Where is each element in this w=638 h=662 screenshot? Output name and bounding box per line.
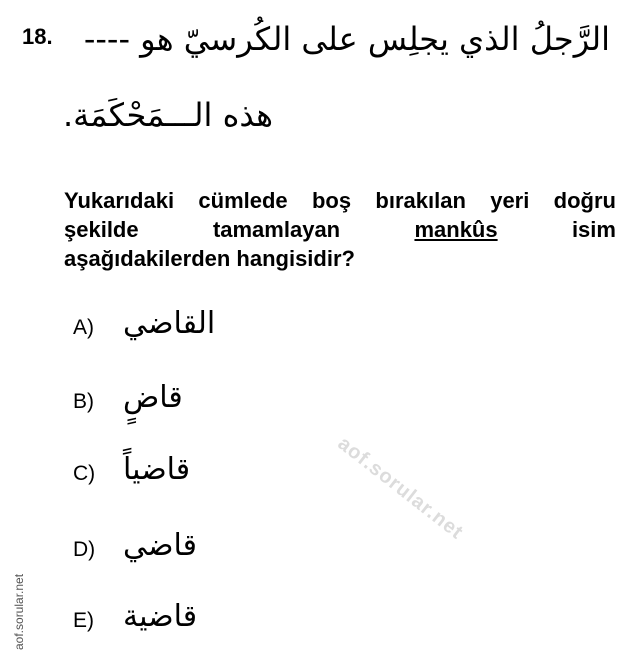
- watermark-side: aof.sorular.net: [12, 573, 26, 650]
- arabic-sentence-line1: الرَّجلُ الذي يجلِس على الكُرسيّ هو ----: [83, 20, 610, 58]
- prompt-row-2: [64, 215, 616, 244]
- option-text: قاضياً: [123, 452, 191, 487]
- watermark-center: aof.sorular.net: [333, 432, 468, 544]
- option-letter: B): [73, 390, 94, 413]
- prompt-word: tamamlayan: [212, 217, 341, 242]
- option-letter: A): [73, 316, 94, 339]
- option-text: قاضٍ: [123, 380, 183, 415]
- option-text: قاضية: [123, 599, 198, 634]
- prompt-word: Yukarıdaki: [64, 188, 175, 213]
- prompt-word: doğru: [553, 188, 616, 213]
- prompt-word: cümlede: [198, 188, 288, 213]
- option-letter: D): [73, 538, 96, 561]
- question-prompt: [64, 186, 616, 273]
- prompt-word: bırakılan: [375, 188, 466, 213]
- prompt-word: isim: [571, 217, 616, 242]
- prompt-word: boş: [311, 188, 352, 213]
- option-letter: C): [73, 462, 96, 485]
- option-text: القاضي: [123, 306, 216, 341]
- question-number: 18.: [22, 24, 53, 49]
- arabic-sentence-line2: هذه الـــمَحْكَمَة.: [62, 96, 273, 134]
- prompt-word: yeri: [490, 188, 530, 213]
- prompt-row-3: aşağıdakilerden hangisidir?: [64, 246, 355, 271]
- prompt-word: şekilde: [64, 217, 139, 242]
- prompt-row-1: [64, 186, 616, 215]
- option-text: قاضي: [123, 528, 197, 563]
- prompt-underlined-word: mankûs: [414, 217, 498, 242]
- option-letter: E): [73, 609, 94, 632]
